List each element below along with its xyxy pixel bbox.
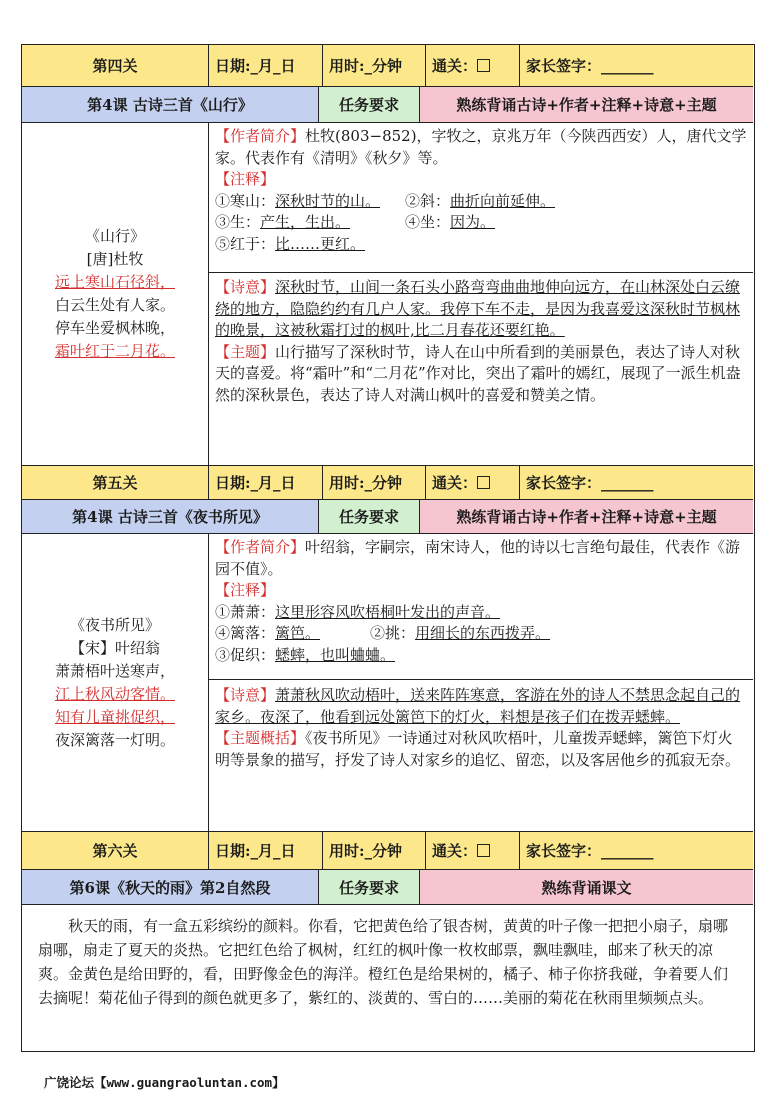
pass-label: 通关：	[432, 57, 478, 75]
note-definition: 用细长的东西拨弄。	[415, 624, 551, 642]
poem-line: 停车坐爱枫林晚，	[54, 319, 175, 337]
poem-title: 《夜书所见》	[69, 615, 160, 634]
poem-line: 江上秋风动客情。	[54, 684, 175, 703]
task-requirement: 熟练背诵课文	[420, 870, 753, 904]
note-term: ③生：	[215, 213, 261, 231]
author-and-notes	[209, 534, 753, 680]
theme-text: 《夜书所见》一诗通过对秋风吹梧叶，儿童拨弄蟋蟀，篱笆下灯火明等景象的描写，抒发了诗人对家乡的追忆、留恋，以及客居他乡的孤寂无奈。	[215, 729, 741, 769]
note-definition: 曲折向前延伸。	[450, 191, 556, 210]
meaning-text: 深秋时节，山间一条石头小路弯弯曲曲地伸向远方，在山林深处白云缭绕的地方，隐隐约约有几户人家。我停下车不走，是因为我喜爱这深秋时节枫林的晚景，这被秋霜打过的枫叶,比二月春花还要红艳。	[215, 278, 741, 339]
author-tag: 【作者简介】	[215, 127, 306, 145]
level6-header-row	[22, 832, 753, 870]
notes-tag: 【注释】	[215, 581, 276, 599]
pass-field[interactable]	[426, 45, 520, 86]
note-definition: 蟋蟀，也叫蛐蛐。	[275, 645, 396, 664]
pass-checkbox[interactable]	[477, 59, 490, 72]
meaning-tag: 【诗意】	[215, 278, 276, 296]
notes-panel	[209, 534, 753, 831]
task-label: 任务要求	[319, 500, 420, 533]
pass-checkbox[interactable]	[477, 476, 490, 489]
date-field[interactable]: 日期:_月_日	[209, 466, 323, 499]
task-label: 任务要求	[319, 87, 420, 122]
worksheet	[21, 44, 755, 1052]
note-term: ①寒山：	[215, 191, 276, 210]
level5-lesson-row	[22, 500, 753, 534]
author-and-notes	[209, 123, 753, 273]
poem-line: 知有儿童挑促织，	[54, 707, 175, 726]
notes-panel	[209, 123, 753, 465]
time-field[interactable]: 用时:_分钟	[323, 832, 426, 869]
note-term: ①萧萧：	[215, 602, 276, 621]
lesson-title: 第4课 古诗三首《夜书所见》	[22, 500, 319, 533]
task-requirement: 熟练背诵古诗+作者+注释+诗意+主题	[420, 500, 753, 533]
level5-body-row	[22, 534, 753, 832]
footer-url[interactable]: 【www.guangraoluntan.com】	[94, 1075, 285, 1090]
site-footer	[44, 1073, 285, 1091]
parent-sign-field[interactable]: 家长签字：_______	[520, 832, 753, 869]
pass-label: 通关：	[432, 842, 478, 860]
theme-text: 山行描写了深秋时节，诗人在山中所看到的美丽景色，表达了诗人对秋天的喜爱。将“霜叶”和“二月花”作对比，突出了霜叶的嫣红，展现了一派生机盎然的深秋景色，表达了诗人对满山枫叶的喜爱和赞美之情。	[215, 342, 741, 404]
meaning-and-theme	[209, 273, 753, 406]
poem-title: 《山行》	[84, 227, 145, 245]
theme-tag: 【主题】	[215, 342, 276, 361]
note-definition: 这里形容风吹梧桐叶发出的声音。	[275, 602, 501, 621]
poem-line: 白云生处有人家。	[54, 296, 175, 314]
note-definition: 篱笆。	[275, 624, 321, 642]
level4-lesson-row	[22, 87, 753, 123]
level-title: 第四关	[22, 45, 209, 86]
pass-checkbox[interactable]	[477, 844, 490, 857]
task-requirement: 熟练背诵古诗+作者+注释+诗意+主题	[420, 87, 753, 122]
note-term: ④篱落：	[215, 624, 276, 642]
meaning-tag: 【诗意】	[215, 686, 276, 704]
poem-line: 霜叶红于二月花。	[54, 342, 175, 360]
note-definition: 产生，生出。	[260, 213, 351, 231]
lesson-title: 第6课《秋天的雨》第2自然段	[22, 870, 319, 904]
poem-line: 远上寒山石径斜，	[54, 273, 175, 291]
note-definition: 因为。	[450, 213, 496, 231]
meaning-text: 萧萧秋风吹动梧叶，送来阵阵寒意，客游在外的诗人不禁思念起自己的家乡。夜深了，他看到远处篱笆下的灯火，料想是孩子们在拨弄蟋蟀。	[215, 686, 741, 726]
parent-sign-field[interactable]: 家长签字：_______	[520, 45, 753, 86]
poem-panel	[22, 123, 209, 465]
level-title: 第六关	[22, 832, 209, 869]
date-field[interactable]: 日期:_月_日	[209, 45, 323, 86]
note-term: ②挑：	[370, 624, 416, 642]
note-term: ③促织：	[215, 645, 276, 664]
theme-tag: 【主题概括】	[215, 729, 306, 747]
footer-site-name: 广饶论坛	[44, 1075, 95, 1090]
task-label: 任务要求	[319, 870, 420, 904]
meaning-and-theme	[209, 680, 753, 771]
notes-tag: 【注释】	[215, 170, 276, 188]
recitation-passage: 秋天的雨，有一盒五彩缤纷的颜料。你看，它把黄色给了银杏树，黄黄的叶子像一把把小扇子，扇哪扇哪，扇走了夏天的炎热。它把红色给了枫树，红红的枫叶像一枚枚邮票，飘哇飘哇，邮来了秋天的凉爽。金黄色是给田野的，看，田野像金色的海洋。橙红色是给果树的，橘子、柿子你挤我碰，争着要人们去摘呢！菊花仙子得到的颜色就更多了，紫红的、淡黄的、雪白的……美丽的菊花在秋雨里频频点头。	[38, 917, 729, 1007]
note-term: ②斜：	[405, 191, 451, 210]
level5-header-row	[22, 466, 753, 500]
time-field[interactable]: 用时:_分钟	[323, 45, 426, 86]
author-intro: 叶绍翁，字嗣宗，南宋诗人，他的诗以七言绝句最佳，代表作《游园不值》。	[215, 538, 741, 578]
level4-body-row	[22, 123, 753, 466]
author-intro: 杜牧(803−852)，字牧之，京兆万年（今陕西西安）人，唐代文学家。代表作有《清明》《秋夕》等。	[215, 127, 747, 167]
date-field[interactable]: 日期:_月_日	[209, 832, 323, 869]
poem-line: 萧萧梧叶送寒声，	[54, 661, 175, 680]
time-field[interactable]: 用时:_分钟	[323, 466, 426, 499]
note-definition: 深秋时节的山。	[275, 191, 381, 210]
level4-header-row	[22, 45, 753, 87]
poem-panel	[22, 534, 209, 831]
poem-author: [唐]杜牧	[86, 250, 144, 268]
pass-field[interactable]	[426, 832, 520, 869]
note-term: ④坐：	[405, 213, 451, 231]
poem-author: 【宋】叶绍翁	[69, 638, 160, 657]
author-tag: 【作者简介】	[215, 538, 306, 556]
note-definition: 比……更红。	[275, 234, 366, 253]
parent-sign-field[interactable]: 家长签字：_______	[520, 466, 753, 499]
lesson-title: 第4课 古诗三首《山行》	[22, 87, 319, 122]
pass-field[interactable]	[426, 466, 520, 499]
note-term: ⑤红于：	[215, 234, 276, 253]
poem-line: 夜深篱落一灯明。	[54, 730, 175, 749]
level6-lesson-row	[22, 870, 753, 905]
pass-label: 通关：	[432, 474, 478, 492]
level-title: 第五关	[22, 466, 209, 499]
